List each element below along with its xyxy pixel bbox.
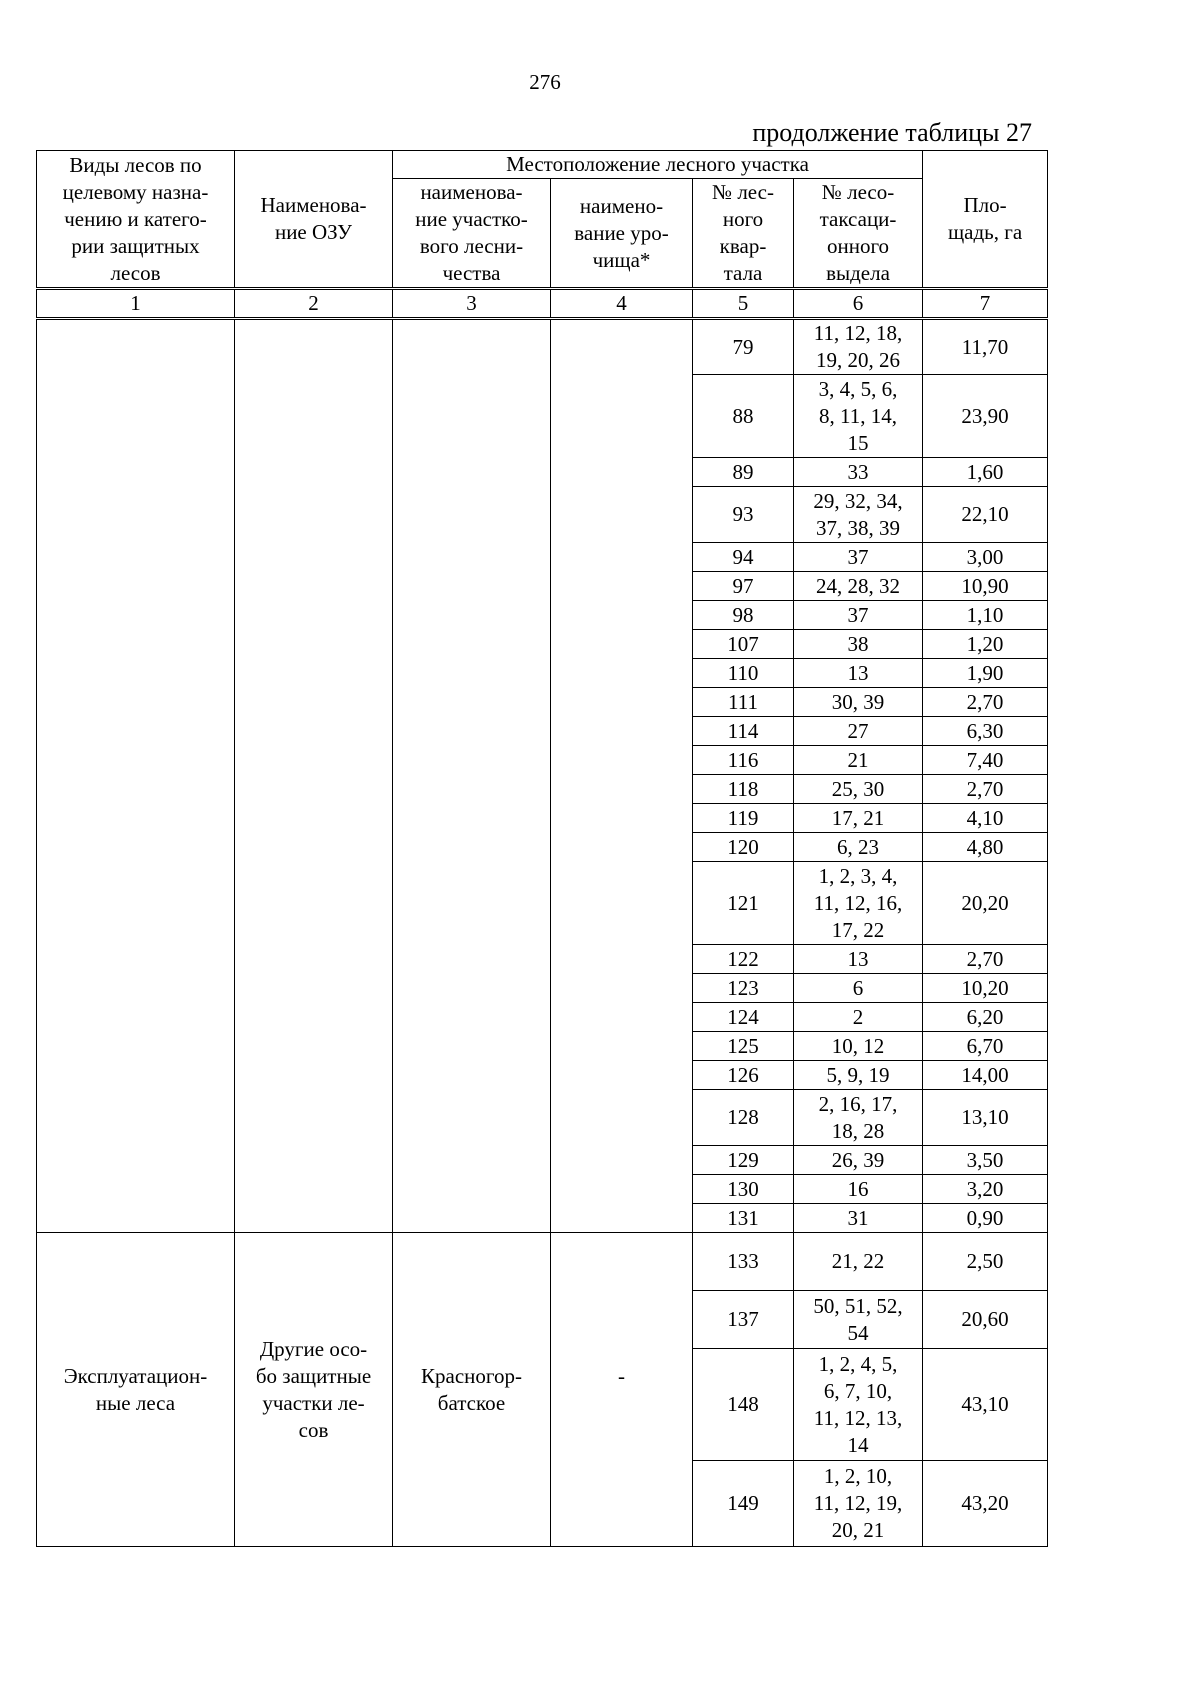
vydel-cell: 30, 39 (794, 688, 923, 717)
vydel-cell: 25, 30 (794, 775, 923, 804)
kvartal-cell: 89 (693, 458, 794, 487)
vydel-cell: 37 (794, 601, 923, 630)
vydel-cell: 24, 28, 32 (794, 572, 923, 601)
vydel-cell: 6 (794, 974, 923, 1003)
column-number: 1 (37, 289, 235, 319)
area-cell: 2,50 (923, 1233, 1048, 1291)
area-cell: 1,20 (923, 630, 1048, 659)
column-number: 2 (235, 289, 393, 319)
kvartal-cell: 129 (693, 1146, 794, 1175)
kvartal-cell: 120 (693, 833, 794, 862)
vydel-cell: 21, 22 (794, 1233, 923, 1291)
vydel-cell: 2, 16, 17, 18, 28 (794, 1090, 923, 1146)
area-cell: 1,10 (923, 601, 1048, 630)
vydel-cell: 38 (794, 630, 923, 659)
kvartal-cell: 149 (693, 1461, 794, 1547)
kvartal-cell: 94 (693, 543, 794, 572)
kvartal-cell: 118 (693, 775, 794, 804)
area-cell: 22,10 (923, 487, 1048, 543)
area-cell: 3,50 (923, 1146, 1048, 1175)
vydel-cell: 1, 2, 10, 11, 12, 19, 20, 21 (794, 1461, 923, 1547)
vydel-cell: 13 (794, 659, 923, 688)
column-number: 5 (693, 289, 794, 319)
kvartal-cell: 126 (693, 1061, 794, 1090)
area-cell: 23,90 (923, 375, 1048, 458)
area-cell: 43,10 (923, 1349, 1048, 1461)
vydel-cell: 27 (794, 717, 923, 746)
area-cell: 4,10 (923, 804, 1048, 833)
area-cell: 6,20 (923, 1003, 1048, 1032)
vydel-cell: 21 (794, 746, 923, 775)
forest-type-cell-empty (37, 319, 235, 1233)
header-lesnichestvo: наименова- ние участко- вого лесни- чества (393, 179, 551, 289)
table-row (37, 1233, 1048, 1291)
column-number: 6 (794, 289, 923, 319)
kvartal-cell: 137 (693, 1291, 794, 1349)
vydel-cell: 1, 2, 4, 5, 6, 7, 10, 11, 12, 13, 14 (794, 1349, 923, 1461)
table-caption: продолжение таблицы 27 (752, 118, 1032, 147)
kvartal-cell: 88 (693, 375, 794, 458)
area-cell: 10,90 (923, 572, 1048, 601)
area-cell: 1,60 (923, 458, 1048, 487)
kvartal-cell: 123 (693, 974, 794, 1003)
header-vydel: № лесо- таксаци- онного выдела (794, 179, 923, 289)
vydel-cell: 11, 12, 18, 19, 20, 26 (794, 319, 923, 375)
urochishche-cell: - (551, 1233, 693, 1547)
header-forest-type: Виды лесов по целевому назна- чению и катего- рии защитных лесов (37, 151, 235, 289)
area-cell: 2,70 (923, 688, 1048, 717)
lesnichestvo-cell-empty (393, 319, 551, 1233)
area-cell: 0,90 (923, 1204, 1048, 1233)
ozu-name-cell: Другие осо- бо защитные участки ле- сов (235, 1233, 393, 1547)
vydel-cell: 16 (794, 1175, 923, 1204)
area-cell: 1,90 (923, 659, 1048, 688)
kvartal-cell: 148 (693, 1349, 794, 1461)
header-urochishche: наимено- вание уро- чища* (551, 179, 693, 289)
ozu-name-cell-empty (235, 319, 393, 1233)
area-cell: 2,70 (923, 775, 1048, 804)
kvartal-cell: 116 (693, 746, 794, 775)
kvartal-cell: 93 (693, 487, 794, 543)
kvartal-cell: 133 (693, 1233, 794, 1291)
area-cell: 7,40 (923, 746, 1048, 775)
vydel-cell: 13 (794, 945, 923, 974)
vydel-cell: 2 (794, 1003, 923, 1032)
kvartal-cell: 130 (693, 1175, 794, 1204)
kvartal-cell: 122 (693, 945, 794, 974)
area-cell: 6,70 (923, 1032, 1048, 1061)
kvartal-cell: 124 (693, 1003, 794, 1032)
header-location-group: Местоположение лесного участка (393, 151, 923, 179)
vydel-cell: 29, 32, 34, 37, 38, 39 (794, 487, 923, 543)
vydel-cell: 3, 4, 5, 6, 8, 11, 14, 15 (794, 375, 923, 458)
vydel-cell: 10, 12 (794, 1032, 923, 1061)
vydel-cell: 6, 23 (794, 833, 923, 862)
kvartal-cell: 97 (693, 572, 794, 601)
page-number: 276 (529, 70, 561, 94)
column-number: 4 (551, 289, 693, 319)
vydel-cell: 37 (794, 543, 923, 572)
kvartal-cell: 98 (693, 601, 794, 630)
area-cell: 43,20 (923, 1461, 1048, 1547)
kvartal-cell: 121 (693, 862, 794, 945)
kvartal-cell: 79 (693, 319, 794, 375)
kvartal-cell: 128 (693, 1090, 794, 1146)
area-cell: 3,20 (923, 1175, 1048, 1204)
area-cell: 11,70 (923, 319, 1048, 375)
urochishche-cell-empty (551, 319, 693, 1233)
area-cell: 13,10 (923, 1090, 1048, 1146)
table-row (37, 319, 1048, 375)
kvartal-cell: 110 (693, 659, 794, 688)
header-ozu-name: Наименова- ние ОЗУ (235, 151, 393, 289)
header-area: Пло- щадь, га (923, 151, 1048, 289)
area-cell: 14,00 (923, 1061, 1048, 1090)
kvartal-cell: 119 (693, 804, 794, 833)
column-number: 7 (923, 289, 1048, 319)
kvartal-cell: 107 (693, 630, 794, 659)
forest-type-cell: Эксплуатацион- ные леса (37, 1233, 235, 1547)
area-cell: 10,20 (923, 974, 1048, 1003)
area-cell: 4,80 (923, 833, 1048, 862)
kvartal-cell: 131 (693, 1204, 794, 1233)
area-cell: 20,60 (923, 1291, 1048, 1349)
kvartal-cell: 111 (693, 688, 794, 717)
area-cell: 2,70 (923, 945, 1048, 974)
area-cell: 20,20 (923, 862, 1048, 945)
vydel-cell: 33 (794, 458, 923, 487)
vydel-cell: 5, 9, 19 (794, 1061, 923, 1090)
area-cell: 6,30 (923, 717, 1048, 746)
vydel-cell: 31 (794, 1204, 923, 1233)
lesnichestvo-cell: Красногор- батское (393, 1233, 551, 1547)
kvartal-cell: 125 (693, 1032, 794, 1061)
vydel-cell: 1, 2, 3, 4, 11, 12, 16, 17, 22 (794, 862, 923, 945)
vydel-cell: 17, 21 (794, 804, 923, 833)
vydel-cell: 26, 39 (794, 1146, 923, 1175)
column-number: 3 (393, 289, 551, 319)
forest-table (36, 150, 1048, 1547)
area-cell: 3,00 (923, 543, 1048, 572)
kvartal-cell: 114 (693, 717, 794, 746)
header-kvartal: № лес- ного квар- тала (693, 179, 794, 289)
column-number-row (37, 289, 1048, 319)
vydel-cell: 50, 51, 52, 54 (794, 1291, 923, 1349)
